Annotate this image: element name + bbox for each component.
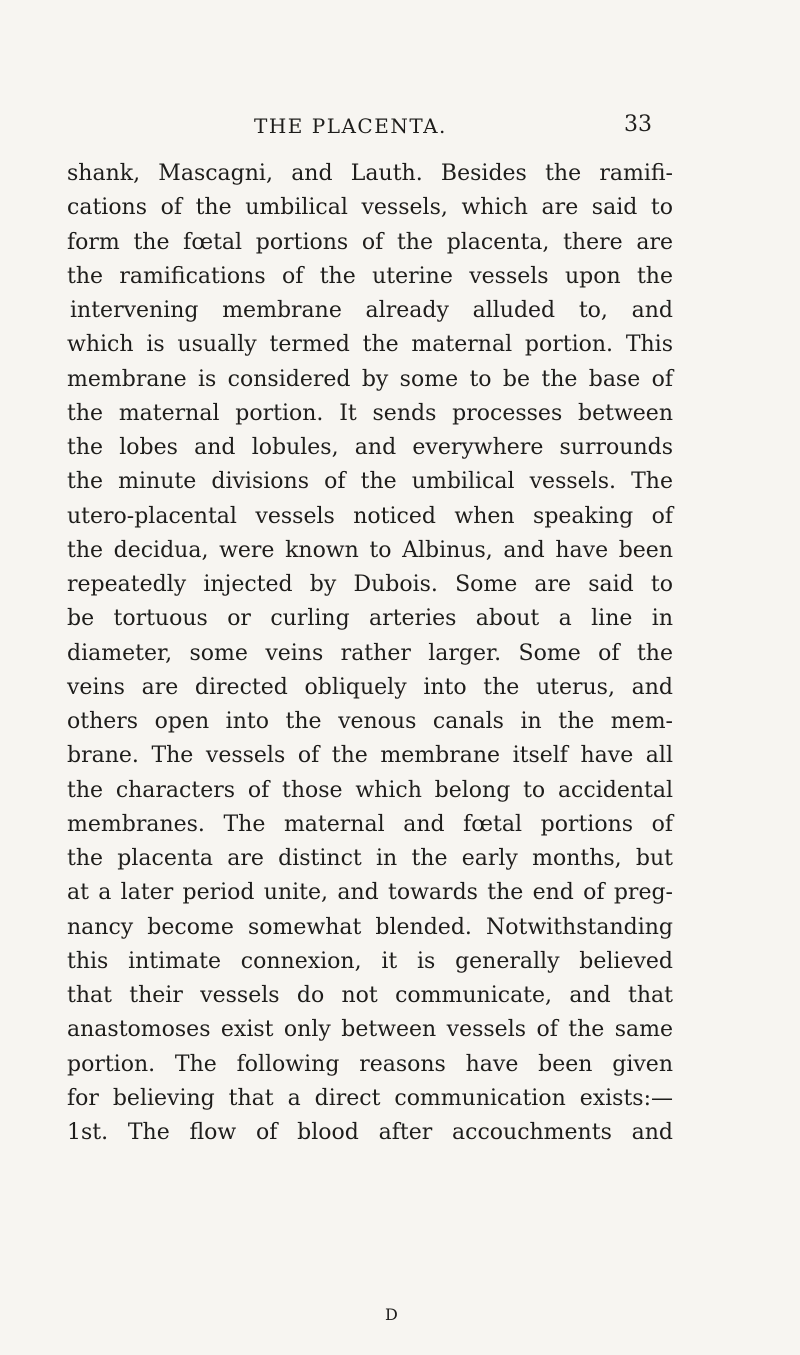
signature-mark: D [385,1305,399,1324]
text-line: veins are directed obliquely into the uterus, and [67,674,673,700]
text-line: the decidua, were known to Albinus, and have been [67,537,673,563]
text-line: nancy become somewhat blended. Notwithstanding [67,914,673,940]
text-line: membrane is considered by some to be the base of [67,366,673,392]
text-line: the minute divisions of the umbilical vessels. The [67,469,673,495]
text-line: the maternal portion. It sends processes between [67,400,673,426]
text-line: anastomoses exist only between vessels of the same [67,1017,673,1043]
text-line: intervening membrane already alluded to, and [70,298,673,323]
text-line: this intimate connexion, it is generally believed [67,948,673,974]
text-line: portion. The following reasons have been given [67,1051,673,1077]
text-line: diameter, some veins rather larger. Some of the [67,640,673,666]
text-line: the characters of those which belong to accidental [67,777,673,803]
text-line: shank, Mascagni, and Lauth. Besides the ramifi- [67,161,673,186]
text-line: utero-placental vessels noticed when speaking of [67,503,673,529]
running-title: THE PLACENTA. [254,114,447,138]
text-line: be tortuous or curling arteries about a line in [67,606,673,632]
text-line: repeatedly injected by Dubois. Some are said to [67,572,673,597]
text-line: the placenta are distinct in the early months, but [67,846,673,871]
text-line: that their vessels do not communicate, and that [67,983,673,1008]
text-line: at a later period unite, and towards the end of preg- [67,880,673,906]
text-line: cations of the umbilical vessels, which are said to [67,195,673,221]
text-line: brane. The vessels of the membrane itself have all [67,743,673,769]
text-line: the lobes and lobules, and everywhere surrounds [67,435,673,460]
text-line: membranes. The maternal and fœtal portions of [67,811,673,837]
page-number: 33 [624,112,652,137]
text-line: the ramifications of the uterine vessels upon the [67,263,673,289]
text-line: 1st. The flow of blood after accouchments and [67,1120,673,1145]
text-line: for believing that a direct communication exists:— [67,1085,673,1111]
body-text [67,157,673,1150]
text-line: which is usually termed the maternal portion. This [67,332,673,358]
text-line: others open into the venous canals in the mem- [67,709,673,734]
text-line: form the fœtal portions of the placenta, there are [67,229,673,255]
